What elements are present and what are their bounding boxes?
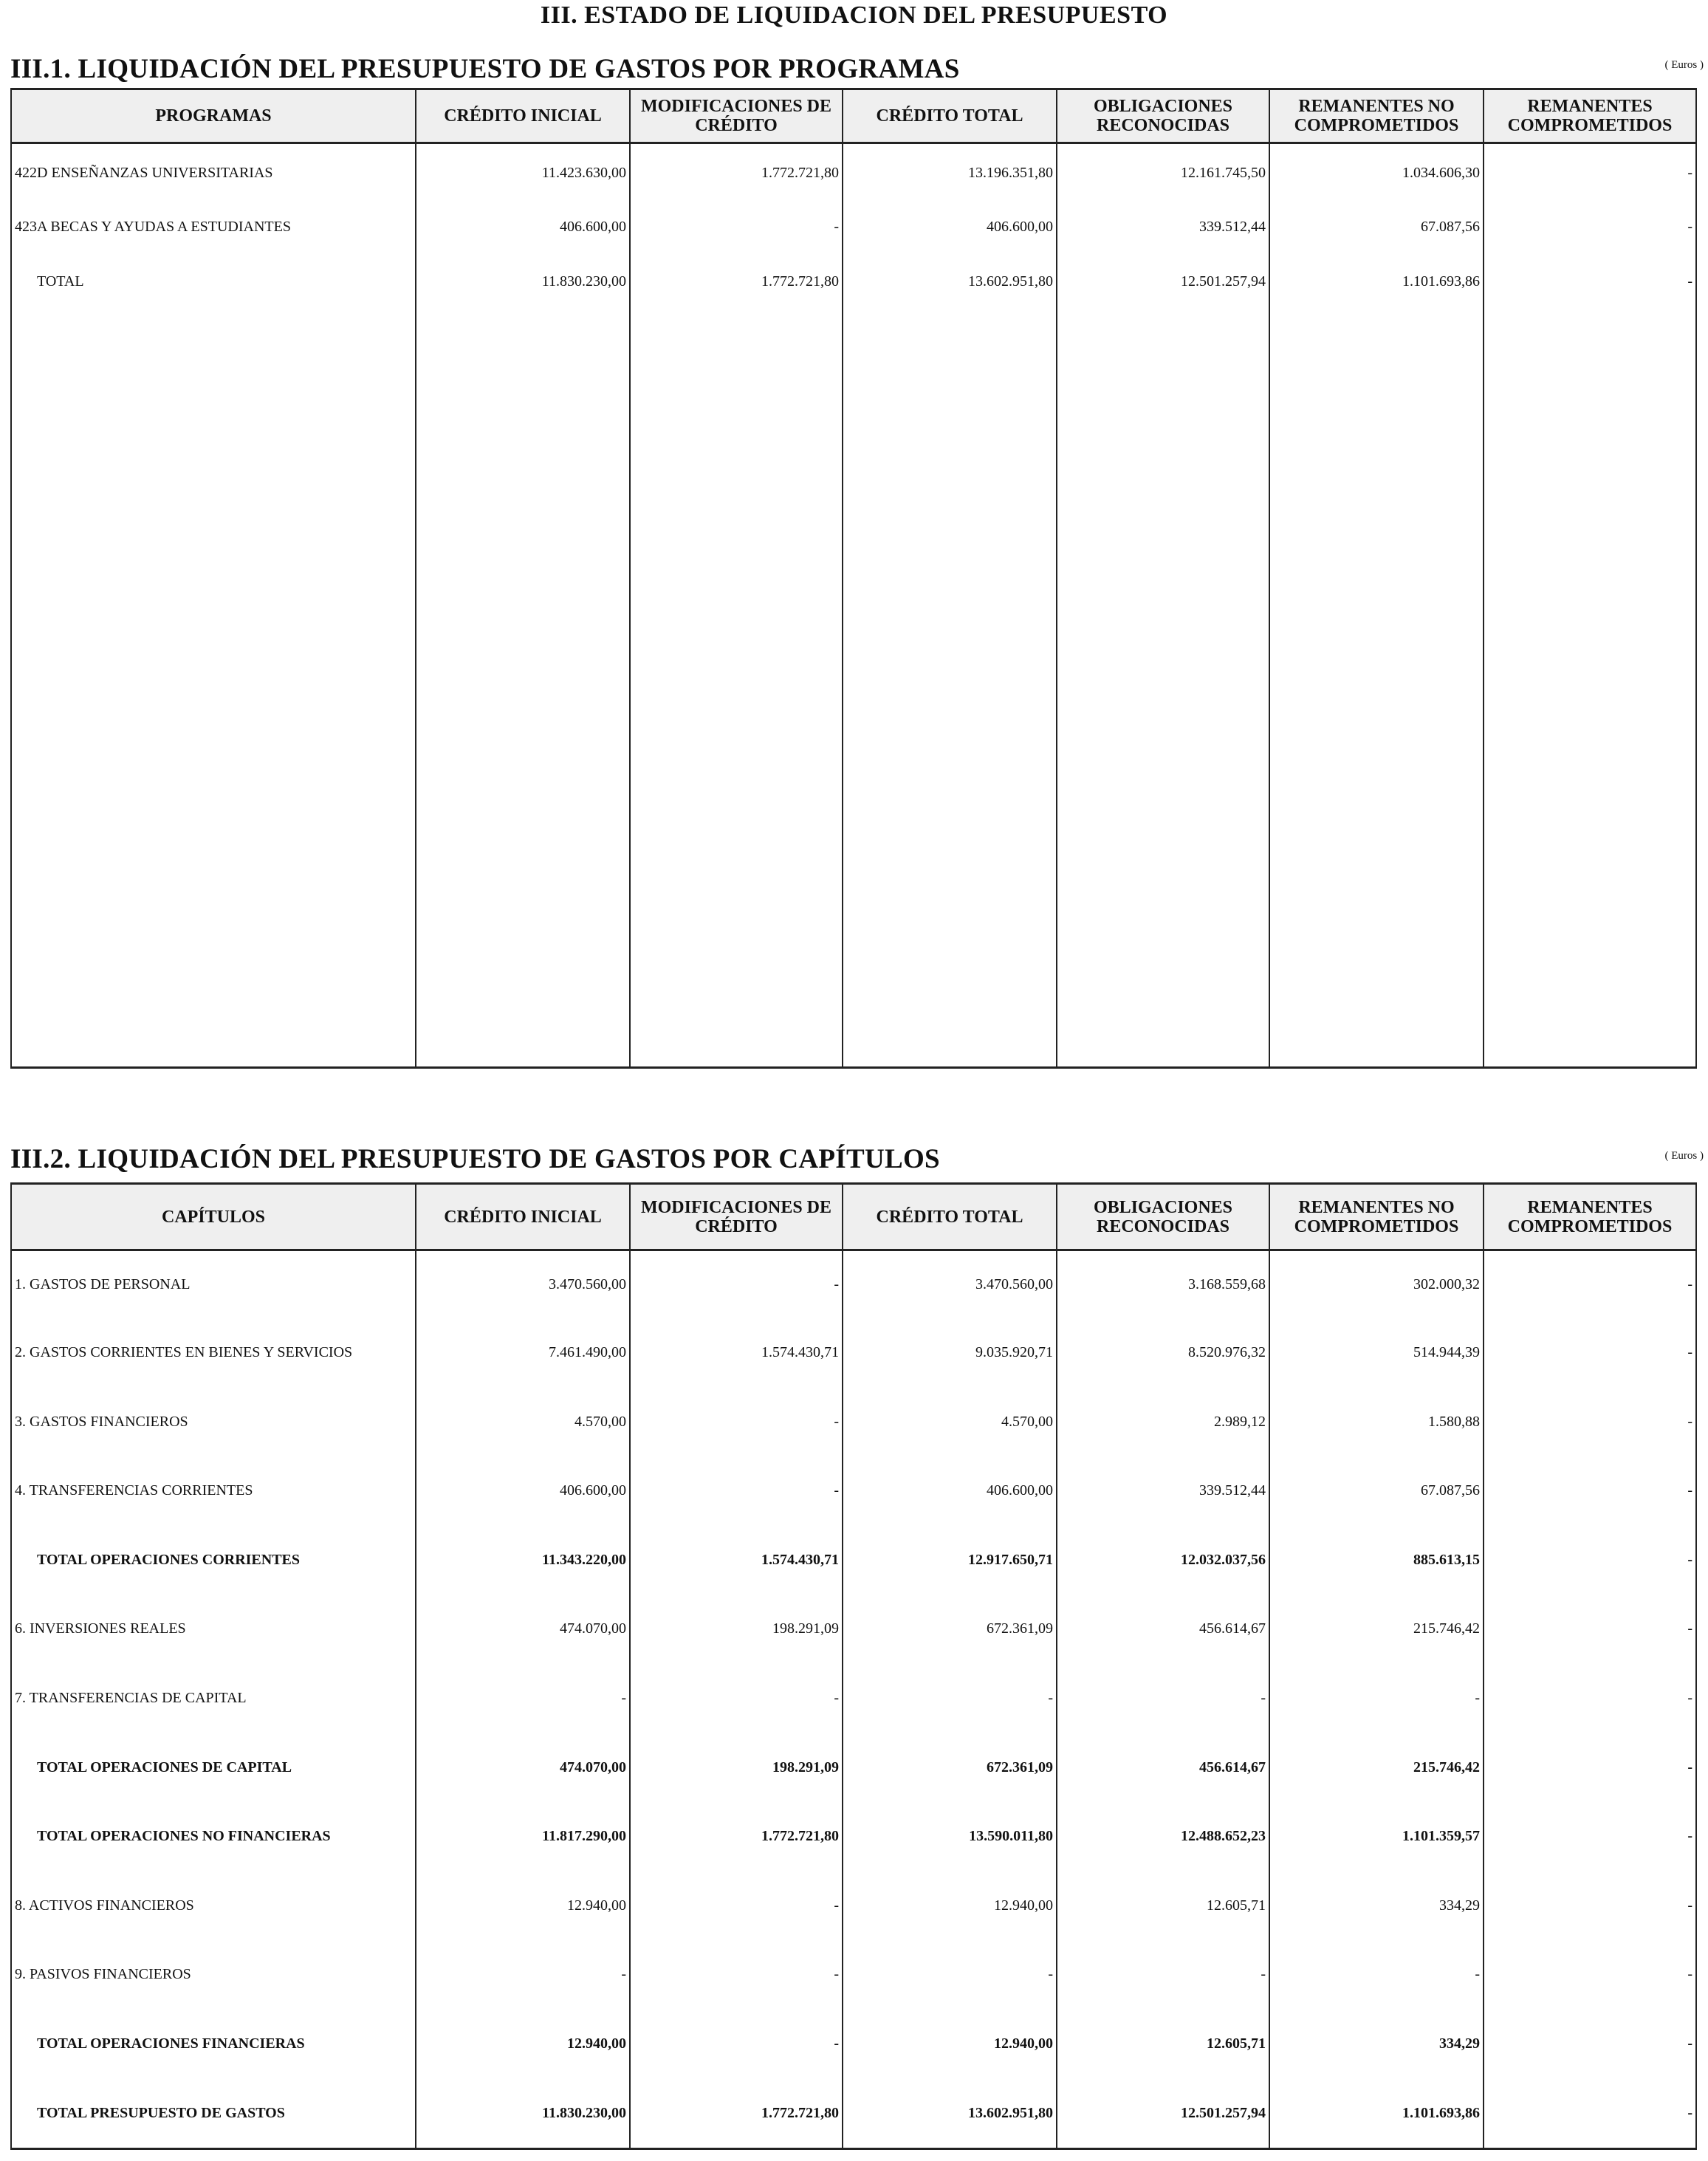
cell: 12.940,00 xyxy=(416,1872,630,1942)
cell: 672.361,09 xyxy=(843,1595,1057,1665)
row-label: 4. TRANSFERENCIAS CORRIENTES xyxy=(11,1457,416,1527)
section2-title: III.2. LIQUIDACIÓN DEL PRESUPUESTO DE GASTOS POR CAPÍTULOS xyxy=(10,1144,940,1174)
cell: - xyxy=(1484,253,1696,307)
cell: - xyxy=(416,1941,630,2010)
cell: - xyxy=(1484,1250,1696,1320)
cell: 334,29 xyxy=(1269,2010,1484,2080)
cell: 514.944,39 xyxy=(1269,1319,1484,1388)
cell: 406.600,00 xyxy=(416,1457,630,1527)
col-header-remanentes-no: REMANENTES NO COMPROMETIDOS xyxy=(1269,89,1484,143)
col-header-obligaciones: OBLIGACIONES RECONOCIDAS xyxy=(1057,1184,1269,1250)
cell: 406.600,00 xyxy=(416,198,630,253)
cell: - xyxy=(630,1457,843,1527)
row-label: TOTAL OPERACIONES CORRIENTES xyxy=(11,1527,416,1596)
table-row xyxy=(11,143,1696,198)
cell: 215.746,42 xyxy=(1269,1734,1484,1804)
row-label: 2. GASTOS CORRIENTES EN BIENES Y SERVICIOS xyxy=(11,1319,416,1388)
cell: 67.087,56 xyxy=(1269,198,1484,253)
cell: 12.605,71 xyxy=(1057,1872,1269,1942)
cell: 456.614,67 xyxy=(1057,1734,1269,1804)
table-row xyxy=(11,1388,1696,1458)
cell: 1.101.359,57 xyxy=(1269,1803,1484,1872)
cell: - xyxy=(1484,2080,1696,2149)
col-header-remanentes-comp: REMANENTES COMPROMETIDOS xyxy=(1484,1184,1696,1250)
table-row xyxy=(11,1457,1696,1527)
table-row xyxy=(11,1665,1696,1734)
cell: - xyxy=(1484,1734,1696,1804)
cell: 1.574.430,71 xyxy=(630,1527,843,1596)
cell: - xyxy=(1484,1941,1696,2010)
cell: 885.613,15 xyxy=(1269,1527,1484,1596)
row-label: 422D ENSEÑANZAS UNIVERSITARIAS xyxy=(11,143,416,198)
cell: 12.940,00 xyxy=(843,1872,1057,1942)
table-row-total xyxy=(11,1527,1696,1596)
capitulos-table xyxy=(10,1182,1697,2150)
cell: 11.423.630,00 xyxy=(416,143,630,198)
cell: 12.917.650,71 xyxy=(843,1527,1057,1596)
cell: 11.817.290,00 xyxy=(416,1803,630,1872)
table-row xyxy=(11,1250,1696,1320)
cell: 1.580,88 xyxy=(1269,1388,1484,1458)
table-row xyxy=(11,1941,1696,2010)
cell: - xyxy=(1484,1872,1696,1942)
cell: 215.746,42 xyxy=(1269,1595,1484,1665)
cell: - xyxy=(1484,198,1696,253)
row-label: 8. ACTIVOS FINANCIEROS xyxy=(11,1872,416,1942)
cell: - xyxy=(1484,1527,1696,1596)
cell: 1.772.721,80 xyxy=(630,253,843,307)
cell: 12.940,00 xyxy=(843,2010,1057,2080)
table-row xyxy=(11,1319,1696,1388)
cell: - xyxy=(1057,1941,1269,2010)
cell: - xyxy=(1484,1319,1696,1388)
cell: 198.291,09 xyxy=(630,1734,843,1804)
row-label: TOTAL OPERACIONES NO FINANCIERAS xyxy=(11,1803,416,1872)
cell: - xyxy=(416,1665,630,1734)
cell: 4.570,00 xyxy=(843,1388,1057,1458)
cell: 13.590.011,80 xyxy=(843,1803,1057,1872)
cell: - xyxy=(1484,1457,1696,1527)
cell: 1.034.606,30 xyxy=(1269,143,1484,198)
cell: 406.600,00 xyxy=(843,198,1057,253)
cell: - xyxy=(630,1388,843,1458)
cell: 12.605,71 xyxy=(1057,2010,1269,2080)
row-label: 3. GASTOS FINANCIEROS xyxy=(11,1388,416,1458)
cell: - xyxy=(1484,143,1696,198)
cell: - xyxy=(1269,1941,1484,2010)
cell: 1.101.693,86 xyxy=(1269,2080,1484,2149)
cell: 12.501.257,94 xyxy=(1057,253,1269,307)
row-label: 6. INVERSIONES REALES xyxy=(11,1595,416,1665)
table-row-total xyxy=(11,1734,1696,1804)
col-header-credito-total: CRÉDITO TOTAL xyxy=(843,1184,1057,1250)
cell: 13.602.951,80 xyxy=(843,2080,1057,2149)
col-header-obligaciones: OBLIGACIONES RECONOCIDAS xyxy=(1057,89,1269,143)
cell: 1.772.721,80 xyxy=(630,2080,843,2149)
cell: 12.940,00 xyxy=(416,2010,630,2080)
cell: 11.830.230,00 xyxy=(416,2080,630,2149)
table-filler-row xyxy=(11,307,1696,1068)
cell: 406.600,00 xyxy=(843,1457,1057,1527)
table-row xyxy=(11,1872,1696,1942)
cell: 3.470.560,00 xyxy=(843,1250,1057,1320)
cell: 334,29 xyxy=(1269,1872,1484,1942)
col-header-programas: PROGRAMAS xyxy=(11,89,416,143)
cell: 474.070,00 xyxy=(416,1595,630,1665)
cell: 12.488.652,23 xyxy=(1057,1803,1269,1872)
cell: 12.032.037,56 xyxy=(1057,1527,1269,1596)
cell: 11.343.220,00 xyxy=(416,1527,630,1596)
row-label: 423A BECAS Y AYUDAS A ESTUDIANTES xyxy=(11,198,416,253)
col-header-modificaciones: MODIFICACIONES DE CRÉDITO xyxy=(630,89,843,143)
cell: - xyxy=(630,1665,843,1734)
table-row xyxy=(11,1595,1696,1665)
cell: - xyxy=(1484,1665,1696,1734)
section2-units: ( Euros ) xyxy=(1664,1150,1704,1162)
cell: 1.574.430,71 xyxy=(630,1319,843,1388)
cell: 11.830.230,00 xyxy=(416,253,630,307)
col-header-credito-inicial: CRÉDITO INICIAL xyxy=(416,89,630,143)
cell: 339.512,44 xyxy=(1057,198,1269,253)
cell: 474.070,00 xyxy=(416,1734,630,1804)
table-row-total xyxy=(11,1803,1696,1872)
cell: - xyxy=(1269,1665,1484,1734)
cell: 7.461.490,00 xyxy=(416,1319,630,1388)
cell: 2.989,12 xyxy=(1057,1388,1269,1458)
col-header-remanentes-no: REMANENTES NO COMPROMETIDOS xyxy=(1269,1184,1484,1250)
row-label: TOTAL PRESUPUESTO DE GASTOS xyxy=(11,2080,416,2149)
row-label: 9. PASIVOS FINANCIEROS xyxy=(11,1941,416,2010)
cell: 198.291,09 xyxy=(630,1595,843,1665)
col-header-credito-total: CRÉDITO TOTAL xyxy=(843,89,1057,143)
cell: - xyxy=(843,1665,1057,1734)
table-header-row xyxy=(11,89,1696,143)
programas-table xyxy=(10,88,1697,1069)
table-row xyxy=(11,198,1696,253)
row-label: TOTAL OPERACIONES FINANCIERAS xyxy=(11,2010,416,2080)
cell: 1.101.693,86 xyxy=(1269,253,1484,307)
table-row-total xyxy=(11,2010,1696,2080)
col-header-remanentes-comp: REMANENTES COMPROMETIDOS xyxy=(1484,89,1696,143)
section1-units: ( Euros ) xyxy=(1664,59,1704,71)
row-label: 7. TRANSFERENCIAS DE CAPITAL xyxy=(11,1665,416,1734)
cell: 339.512,44 xyxy=(1057,1457,1269,1527)
cell: - xyxy=(1484,1803,1696,1872)
cell: 456.614,67 xyxy=(1057,1595,1269,1665)
cell: 1.772.721,80 xyxy=(630,1803,843,1872)
page-title: III. ESTADO DE LIQUIDACION DEL PRESUPUESTO xyxy=(540,1,1168,29)
cell: 1.772.721,80 xyxy=(630,143,843,198)
cell: - xyxy=(1484,1388,1696,1458)
cell: - xyxy=(630,1250,843,1320)
cell: - xyxy=(843,1941,1057,2010)
cell: - xyxy=(630,2010,843,2080)
table-row-total xyxy=(11,2080,1696,2149)
table-row-total xyxy=(11,253,1696,307)
col-header-credito-inicial: CRÉDITO INICIAL xyxy=(416,1184,630,1250)
cell: 672.361,09 xyxy=(843,1734,1057,1804)
section1-title: III.1. LIQUIDACIÓN DEL PRESUPUESTO DE GASTOS POR PROGRAMAS xyxy=(10,54,960,84)
cell: 67.087,56 xyxy=(1269,1457,1484,1527)
cell: - xyxy=(1057,1665,1269,1734)
cell: 8.520.976,32 xyxy=(1057,1319,1269,1388)
cell: - xyxy=(630,198,843,253)
cell: - xyxy=(1484,2010,1696,2080)
cell: 3.168.559,68 xyxy=(1057,1250,1269,1320)
cell: - xyxy=(630,1941,843,2010)
cell: 12.161.745,50 xyxy=(1057,143,1269,198)
cell: 13.196.351,80 xyxy=(843,143,1057,198)
col-header-capitulos: CAPÍTULOS xyxy=(11,1184,416,1250)
row-label: 1. GASTOS DE PERSONAL xyxy=(11,1250,416,1320)
cell: - xyxy=(630,1872,843,1942)
row-label: TOTAL OPERACIONES DE CAPITAL xyxy=(11,1734,416,1804)
col-header-modificaciones: MODIFICACIONES DE CRÉDITO xyxy=(630,1184,843,1250)
table-header-row xyxy=(11,1184,1696,1250)
cell: 302.000,32 xyxy=(1269,1250,1484,1320)
cell: 12.501.257,94 xyxy=(1057,2080,1269,2149)
cell: 3.470.560,00 xyxy=(416,1250,630,1320)
cell: 4.570,00 xyxy=(416,1388,630,1458)
row-label: TOTAL xyxy=(11,253,416,307)
cell: 13.602.951,80 xyxy=(843,253,1057,307)
cell: - xyxy=(1484,1595,1696,1665)
cell: 9.035.920,71 xyxy=(843,1319,1057,1388)
